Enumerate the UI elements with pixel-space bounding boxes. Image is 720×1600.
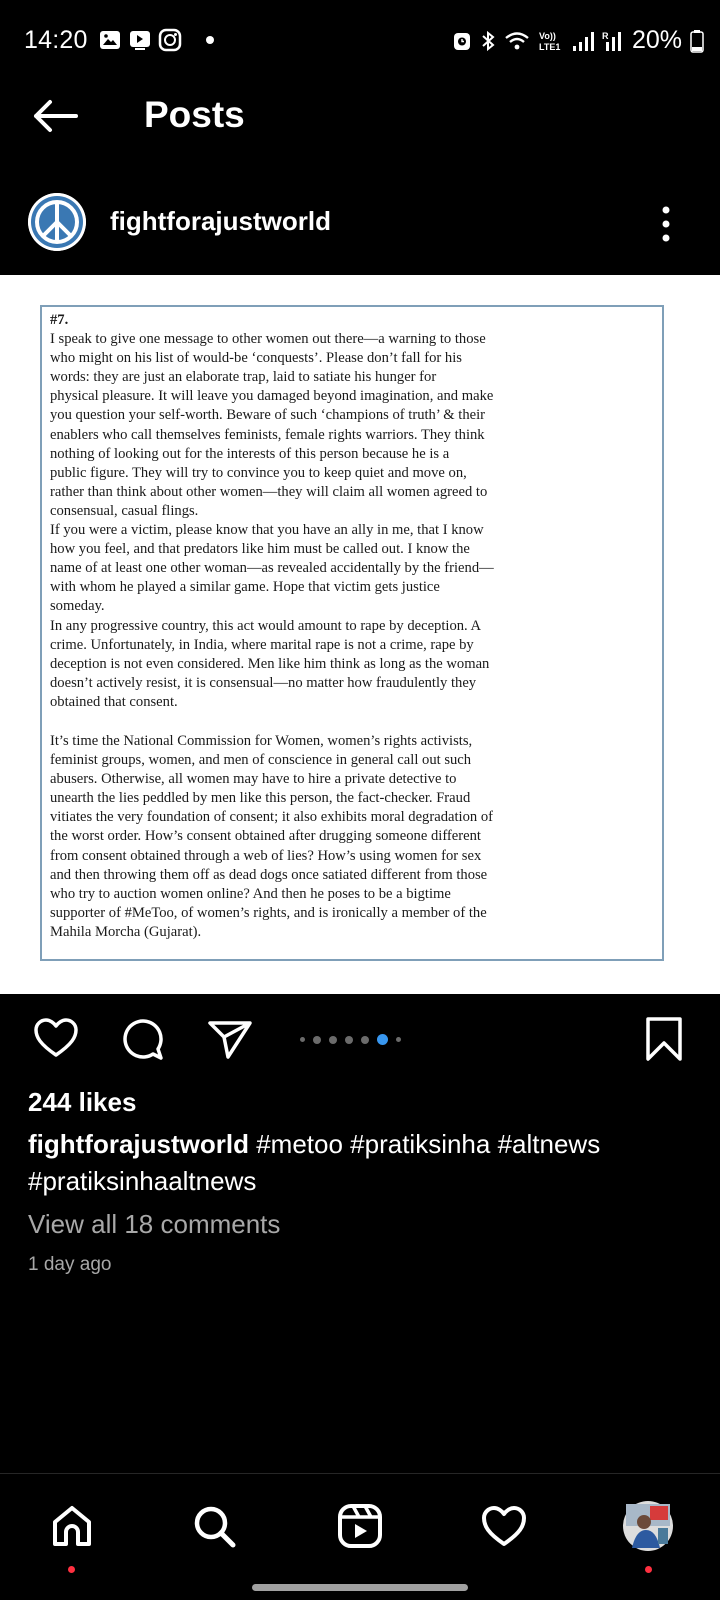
nav-search[interactable] [186,1498,242,1554]
svg-text:Vo)): Vo)) [538,30,556,41]
signal-icon [572,29,594,53]
nav-home[interactable] [44,1498,100,1554]
volte-icon [538,29,564,53]
status-notification-icons [98,28,214,52]
wifi-icon [504,29,530,53]
battery-percent: 20% [631,26,682,54]
comment-icon[interactable] [118,1015,166,1063]
svg-text:R: R [601,30,609,41]
heart-icon[interactable] [32,1015,80,1063]
carousel-dot [345,1036,353,1044]
post-username[interactable]: fightforajustworld [110,206,331,236]
gesture-home-indicator[interactable] [252,1584,468,1591]
signal-r-icon [602,29,624,53]
home-icon [48,1502,96,1550]
carousel-dot [300,1037,305,1042]
document-paragraph: If you were a victim, please know that you have an ally in me, that I know how you feel, and that predators like him must be called out. I know the name of at least one other woman—as revealed accidentally by the friend— with whom he played a similar game. Hope that victim gets justice someday. [50,522,494,615]
svg-text:LTE1: LTE1 [538,41,561,52]
carousel-dot [396,1037,401,1042]
alarm-icon [452,29,472,53]
document-heading: #7. [50,312,69,328]
status-system-icons [452,26,704,55]
carousel-dot-active [377,1034,388,1045]
more-options-icon[interactable] [660,204,672,244]
profile-avatar [622,1500,674,1552]
peace-sign-icon [28,193,86,251]
carousel-indicator [300,1034,401,1045]
back-arrow-icon[interactable] [30,96,80,136]
reels-icon [336,1502,384,1550]
carousel-dot [313,1036,321,1044]
document-text [50,311,654,942]
document-paragraph: In any progressive country, this act would amount to rape by deception. A crime. Unfortunately, in India, where marital rape is not a crime, rape by deception is not even considered. Men like him think as long as the woman doesn’t actively resist, it is consensual—no matter how fraudulently they obtained that consent. [50,617,490,710]
avatar[interactable] [28,193,86,251]
gallery-icon [98,28,122,52]
document-paragraph: It’s time the National Commission for Women, women’s rights activists, feminist groups, women, and men of conscience in general call out such abusers. Otherwise, all women may have to hire a private detective to unearth the lies peddled by men like this person, the fact-checker. Fraud vitiates the very foundation of consent; it also exhibits moral degradation of the worst order. How’s consent obtained after drugging someone different from consent obtained through a web of lies? How’s using women for sex and then throwing them off as dead dogs once satiated different from those who try to auction women online? And then he poses to be a bigtime supporter of #MeToo, of women’s rights, and is ironically a member of the Mahila Morcha (Gujarat). [50,732,493,940]
battery-icon [690,29,704,53]
nav-activity[interactable] [476,1498,532,1554]
messenger-icon [158,28,182,52]
post-timestamp: 1 day ago [28,1254,112,1275]
paragraph-gap [50,712,654,732]
caption-username[interactable]: fightforajustworld [28,1129,249,1159]
post-image[interactable] [0,275,720,994]
status-bar [0,0,720,84]
nav-profile[interactable] [620,1498,676,1554]
activity-icon [480,1502,528,1550]
page-title: Posts [144,94,245,135]
bottom-nav [0,1473,720,1600]
caption-hashtags[interactable]: #metoo #pratiksinha #altnews #pratiksinhaaltnews [28,1129,601,1196]
likes-count[interactable]: 244 likes [28,1087,137,1117]
notification-dot [206,36,214,44]
view-comments-link[interactable]: View all 18 comments [28,1209,281,1239]
bookmark-icon[interactable] [640,1015,688,1063]
cast-icon [128,28,152,52]
share-icon[interactable] [206,1015,254,1063]
document-paragraph: I speak to give one message to other women out there—a warning to those who might on his list of would-be ‘conquests’. Please don’t fall for his words: they are just an elaborate trap, laid to satiate his hunger for physical pleasure. It will leave you damaged beyond imagination, and make you question your self-worth. Beware of such ‘champions of truth’ & their enablers who call themselves feminists, female rights warriors. They think nothing of looking out for the interests of this person because he is a public figure. They will try to convince you to keep quiet and move on, rather than think about other women—they will claim all women agreed to consensual, casual flings. [50,331,494,519]
bluetooth-icon [480,29,496,53]
nav-reels[interactable] [332,1498,388,1554]
carousel-dot [329,1036,337,1044]
document-box [40,305,664,961]
profile-notification-dot [645,1566,652,1573]
home-notification-dot [68,1566,75,1573]
top-app-bar [0,84,720,180]
status-time: 14:20 [24,26,88,54]
search-icon [190,1502,238,1550]
carousel-dot [361,1036,369,1044]
post-caption [28,1126,668,1200]
